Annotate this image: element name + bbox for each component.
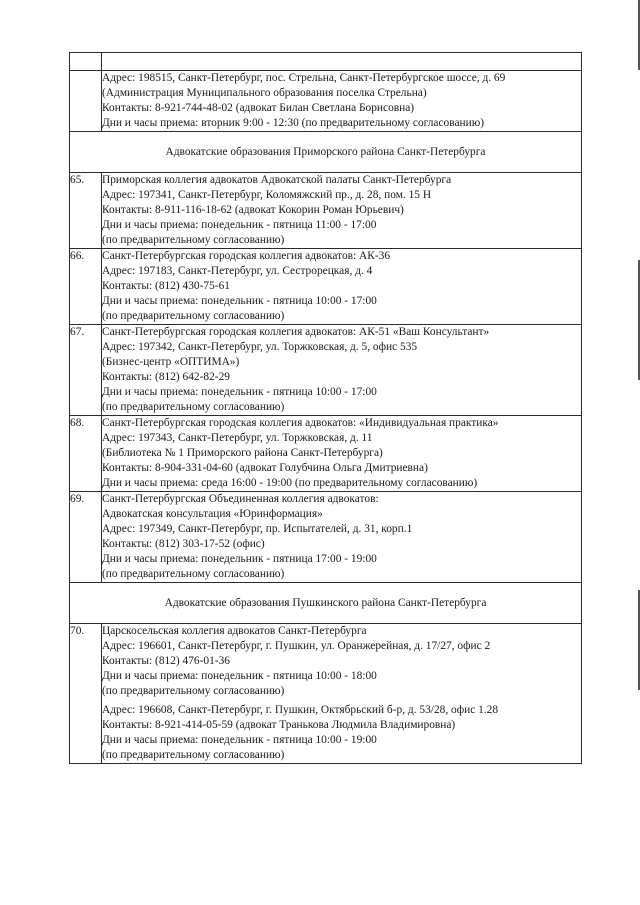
entry-line: Контакты: 8-904-331-04-60 (адвокат Голубчина Ольга Дмитриевна) xyxy=(102,462,428,474)
entry-line: (по предварительному согласованию) xyxy=(102,749,285,761)
entry-line: Контакты: (812) 430-75-61 xyxy=(102,280,230,292)
entry-line: (по предварительному согласованию) xyxy=(102,234,285,246)
entry-line: (по предварительному согласованию) xyxy=(102,685,285,697)
entry-line: Адрес: 197343, Санкт-Петербург, ул. Торжковская, д. 11 xyxy=(102,432,373,444)
entry-line: (Бизнес-центр «ОПТИМА») xyxy=(102,356,240,368)
entry-line: Дни и часы приема: среда 16:00 - 19:00 (по предварительному согласованию) xyxy=(102,477,478,489)
entry-number: 65. xyxy=(70,173,102,249)
table-row xyxy=(70,492,582,583)
entry-line: (по предварительному согласованию) xyxy=(102,401,285,413)
table-row xyxy=(70,624,582,764)
entry-number xyxy=(70,71,102,132)
entry-line: Контакты: (812) 642-82-29 xyxy=(102,371,230,383)
entry-line: Дни и часы приема: понедельник - пятница 17:00 - 19:00 xyxy=(102,553,377,565)
entry-line: Адрес: 197341, Санкт-Петербург, Коломяжский пр., д. 28, пом. 15 Н xyxy=(102,189,432,201)
table-row xyxy=(70,325,582,416)
entry-line: Адрес: 198515, Санкт-Петербург, пос. Стрельна, Санкт-Петербургское шоссе, д. 69 xyxy=(102,72,506,84)
entry-details xyxy=(102,249,582,325)
entry-details xyxy=(102,325,582,416)
entry-line: Адрес: 197183, Санкт-Петербург, ул. Сестрорецкая, д. 4 xyxy=(102,265,373,277)
section-title: Адвокатские образования Пушкинского района Санкт-Петербурга xyxy=(70,583,582,624)
entry-number: 67. xyxy=(70,325,102,416)
entry-line: Контакты: 8-921-744-48-02 (адвокат Билан Светлана Борисовна) xyxy=(102,102,415,114)
entry-details xyxy=(102,624,582,764)
entry-number: 66. xyxy=(70,249,102,325)
entry-details xyxy=(102,492,582,583)
lawyers-table xyxy=(69,52,582,764)
table-row xyxy=(70,71,582,132)
entry-number: 68. xyxy=(70,416,102,492)
entry-line: Адвокатская консультация «Юринформация» xyxy=(102,508,323,520)
entry-line: Адрес: 197342, Санкт-Петербург, ул. Торжковская, д. 5, офис 535 xyxy=(102,341,418,353)
entry-number: 69. xyxy=(70,492,102,583)
entry-line: Дни и часы приема: понедельник - пятница 10:00 - 18:00 xyxy=(102,670,377,682)
entry-line: Дни и часы приема: понедельник - пятница 10:00 - 17:00 xyxy=(102,386,377,398)
entry-line: (Администрация Муниципального образования поселка Стрельна) xyxy=(102,87,427,99)
section-header-row xyxy=(70,583,582,624)
entry-line: Контакты: 8-911-116-18-62 (адвокат Кокорин Роман Юрьевич) xyxy=(102,204,404,216)
section-header-row xyxy=(70,132,582,173)
table-row xyxy=(70,416,582,492)
entry-details xyxy=(102,173,582,249)
entry-line: (Библиотека № 1 Приморского района Санкт-Петербурга) xyxy=(102,447,383,459)
entry-line: Царскосельская коллегия адвокатов Санкт-Петербурга xyxy=(102,625,367,637)
entry-line: Контакты: (812) 303-17-52 (офис) xyxy=(102,538,265,550)
entry-line: Адрес: 197349, Санкт-Петербург, пр. Испытателей, д. 31, корп.1 xyxy=(102,523,413,535)
entry-line: Адрес: 196601, Санкт-Петербург, г. Пушкин, ул. Оранжерейная, д. 17/27, офис 2 xyxy=(102,640,491,652)
section-title: Адвокатские образования Приморского района Санкт-Петербурга xyxy=(70,132,582,173)
entry-line: Приморская коллегия адвокатов Адвокатской палаты Санкт-Петербурга xyxy=(102,174,452,186)
gap-row xyxy=(70,53,582,71)
entry-line: (по предварительному согласованию) xyxy=(102,310,285,322)
table-row xyxy=(70,249,582,325)
entry-details xyxy=(102,416,582,492)
entry-line: Санкт-Петербургская городская коллегия адвокатов: АК-51 «Ваш Консультант» xyxy=(102,326,490,338)
entry-line: Санкт-Петербургская Объединенная коллегия адвокатов: xyxy=(102,493,379,505)
second-office-block xyxy=(102,703,581,763)
entry-line: Дни и часы приема: понедельник - пятница 10:00 - 17:00 xyxy=(102,295,377,307)
table-row xyxy=(70,173,582,249)
entry-number: 70. xyxy=(70,624,102,764)
entry-details xyxy=(102,71,582,132)
table-body xyxy=(70,53,582,764)
entry-line: Санкт-Петербургская городская коллегия адвокатов: «Индивидуальная практика» xyxy=(102,417,499,429)
entry-line: Адрес: 196608, Санкт-Петербург, г. Пушкин, Октябрьский б-р, д. 53/28, офис 1.28 xyxy=(102,704,499,716)
entry-line: (по предварительному согласованию) xyxy=(102,568,285,580)
entry-line: Дни и часы приема: понедельник - пятница 10:00 - 19:00 xyxy=(102,734,377,746)
entry-line: Контакты: 8-921-414-05-59 (адвокат Транькова Людмила Владимировна) xyxy=(102,719,456,731)
entry-line: Дни и часы приема: вторник 9:00 - 12:30 (по предварительному согласованию) xyxy=(102,117,485,129)
entry-line: Санкт-Петербургская городская коллегия адвокатов: АК-36 xyxy=(102,250,391,262)
entry-line: Контакты: (812) 476-01-36 xyxy=(102,655,230,667)
entry-line: Дни и часы приема: понедельник - пятница 11:00 - 17:00 xyxy=(102,219,377,231)
